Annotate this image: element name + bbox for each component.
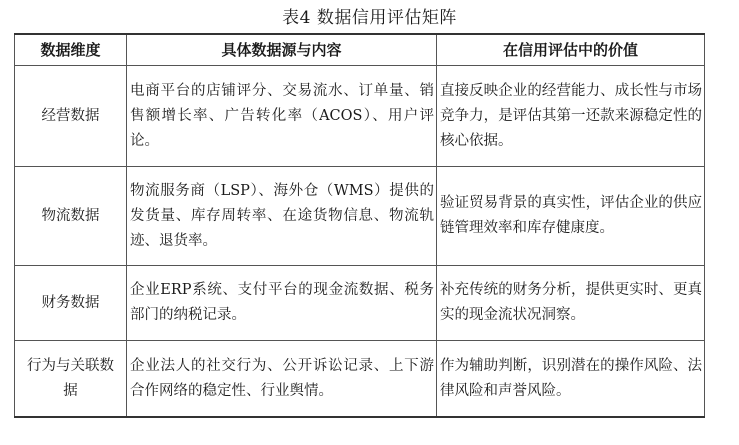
header-credit-value: 在信用评估中的价值 [437, 34, 705, 66]
header-data-sources: 具体数据源与内容 [127, 34, 437, 66]
header-data-dimension: 数据维度 [15, 34, 127, 66]
row-value-cell: 补充传统的财务分析，提供更实时、更真实的现金流状况洞察。 [437, 266, 705, 341]
row-value-cell: 作为辅助判断，识别潜在的操作风险、法律风险和声誉风险。 [437, 341, 705, 418]
credit-assessment-matrix-table [14, 33, 705, 418]
table-caption: 表4 数据信用评估矩阵 [282, 8, 457, 28]
row-sources-cell: 企业ERP系统、支付平台的现金流数据、税务部门的纳税记录。 [127, 266, 437, 341]
row-dimension-cell: 财务数据 [15, 266, 127, 341]
row-sources-cell: 企业法人的社交行为、公开诉讼记录、上下游合作网络的稳定性、行业舆情。 [127, 341, 437, 418]
table-row [15, 341, 705, 418]
row-dimension-cell: 行为与关联数据 [15, 341, 127, 418]
table-row [15, 167, 705, 266]
row-dimension-cell: 经营数据 [15, 66, 127, 167]
table-header-row [15, 34, 705, 66]
row-sources-cell: 物流服务商（LSP）、海外仓（WMS）提供的发货量、库存周转率、在途货物信息、物流轨迹、退货率。 [127, 167, 437, 266]
row-dimension-cell: 物流数据 [15, 167, 127, 266]
row-value-cell: 验证贸易背景的真实性，评估企业的供应链管理效率和库存健康度。 [437, 167, 705, 266]
table-row [15, 66, 705, 167]
table-row [15, 266, 705, 341]
row-value-cell: 直接反映企业的经营能力、成长性与市场竞争力，是评估其第一还款来源稳定性的核心依据。 [437, 66, 705, 167]
row-sources-cell: 电商平台的店铺评分、交易流水、订单量、销售额增长率、广告转化率（ACOS）、用户评论。 [127, 66, 437, 167]
